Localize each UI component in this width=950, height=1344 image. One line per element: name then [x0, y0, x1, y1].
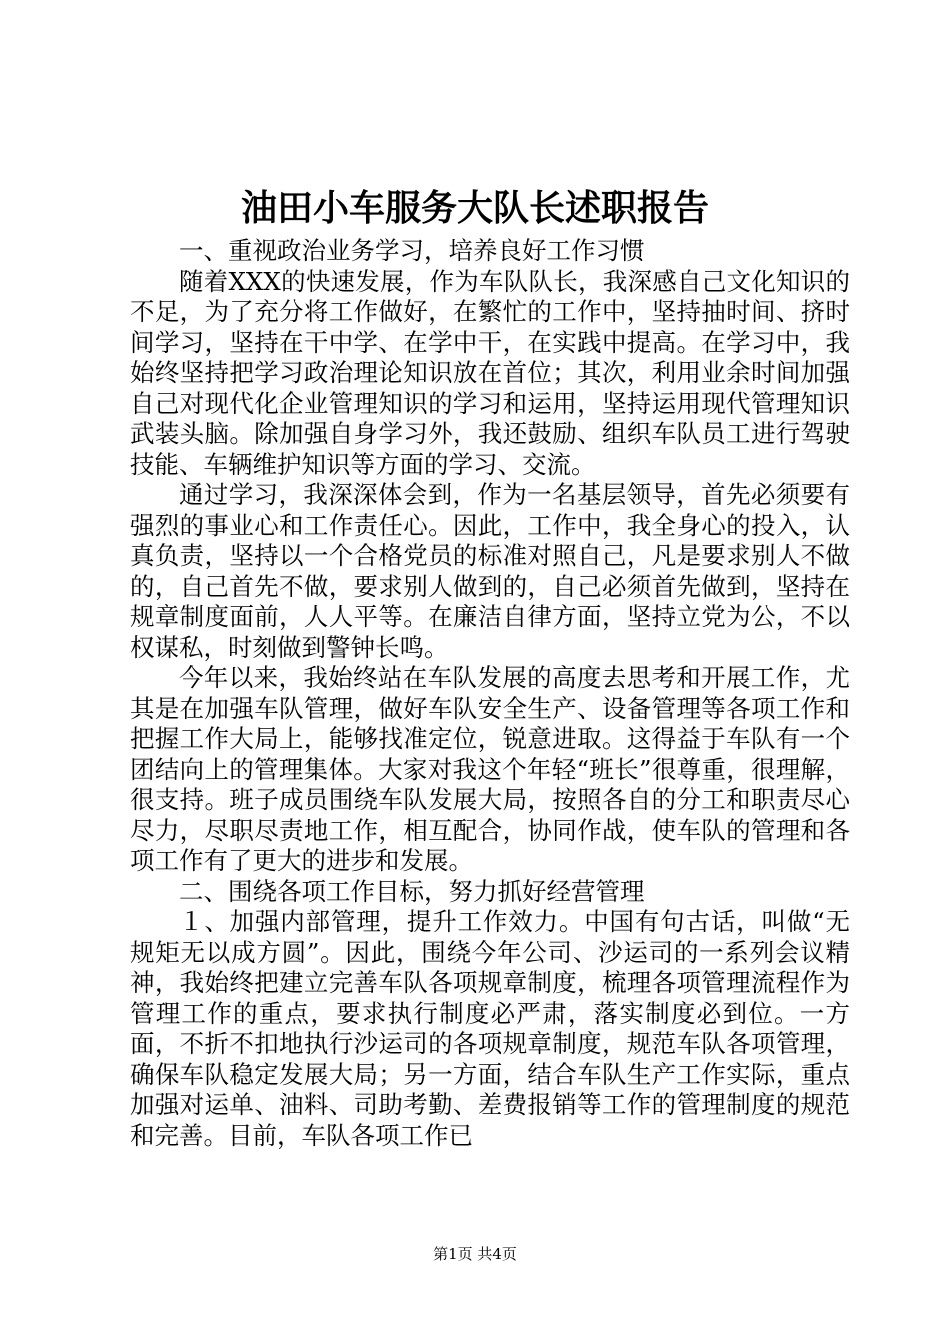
section-heading-1: 一、重视政治业务学习，培养良好工作习惯: [179, 236, 645, 265]
paragraph-responsibility: 通过学习，我深深体会到，作为一名基层领导，首先必须要有强烈的事业心和工作责任心。因此，工作中，我全身心的投入，认真负责，坚持以一个合格党员的标准对照自己，凡是要求别人不做的，自己首先不做，要求别人做到的，自己必须首先做到，坚持在规章制度面前，人人平等。在廉洁自律方面，坚持立党为公，不以权谋私，时刻做到警钟长鸣。: [130, 480, 850, 662]
document-title: 油田小车服务大队长述职报告: [240, 187, 709, 229]
section-heading-2: 二、围绕各项工作目标，努力抓好经营管理: [179, 876, 645, 906]
page-number-footer: 第1页 共4页: [433, 1245, 517, 1263]
paragraph-internal-management: １、加强内部管理，提升工作效力。中国有句古话，叫做“无规矩无以成方圆”。因此，围绕今年公司、沙运司的一系列会议精神，我始终把建立完善车队各项规章制度，梳理各项管理流程作为管理工作的重点，要求执行制度必严肃，落实制度必到位。一方面，不折不扣地执行沙运司的各项规章制度，规范车队各项管理，确保车队稳定发展大局；另一方面，结合车队生产工作实际，重点加强对运单、油料、司助考勤、差费报销等工作的管理制度的规范和完善。目前，车队各项工作已: [130, 907, 850, 1150]
paragraph-study: 随着XXX的快速发展，作为车队队长，我深感自己文化知识的不足，为了充分将工作做好，在繁忙的工作中，坚持抽时间、挤时间学习，坚持在干中学、在学中干，在实践中提高。在学习中，我始终坚持把学习政治理论知识放在首位；其次，利用业余时间加强自己对现代化企业管理知识的学习和运用，坚持运用现代管理知识武装头脑。除加强自身学习外，我还鼓励、组织车队员工进行驾驶技能、车辆维护知识等方面的学习、交流。: [130, 266, 850, 479]
document-body: [130, 236, 850, 1151]
paragraph-team: 今年以来，我始终站在车队发展的高度去思考和开展工作，尤其是在加强车队管理，做好车队安全生产、设备管理等各项工作和把握工作大局上，能够找准定位，锐意进取。这得益于车队有一个团结向上的管理集体。大家对我这个年轻“班长”很尊重，很理解，很支持。班子成员围绕车队发展大局，按照各自的分工和职责尽心尽力，尽职尽责地工作，相互配合，协同作战，使车队的管理和各项工作有了更大的进步和发展。: [130, 663, 850, 875]
